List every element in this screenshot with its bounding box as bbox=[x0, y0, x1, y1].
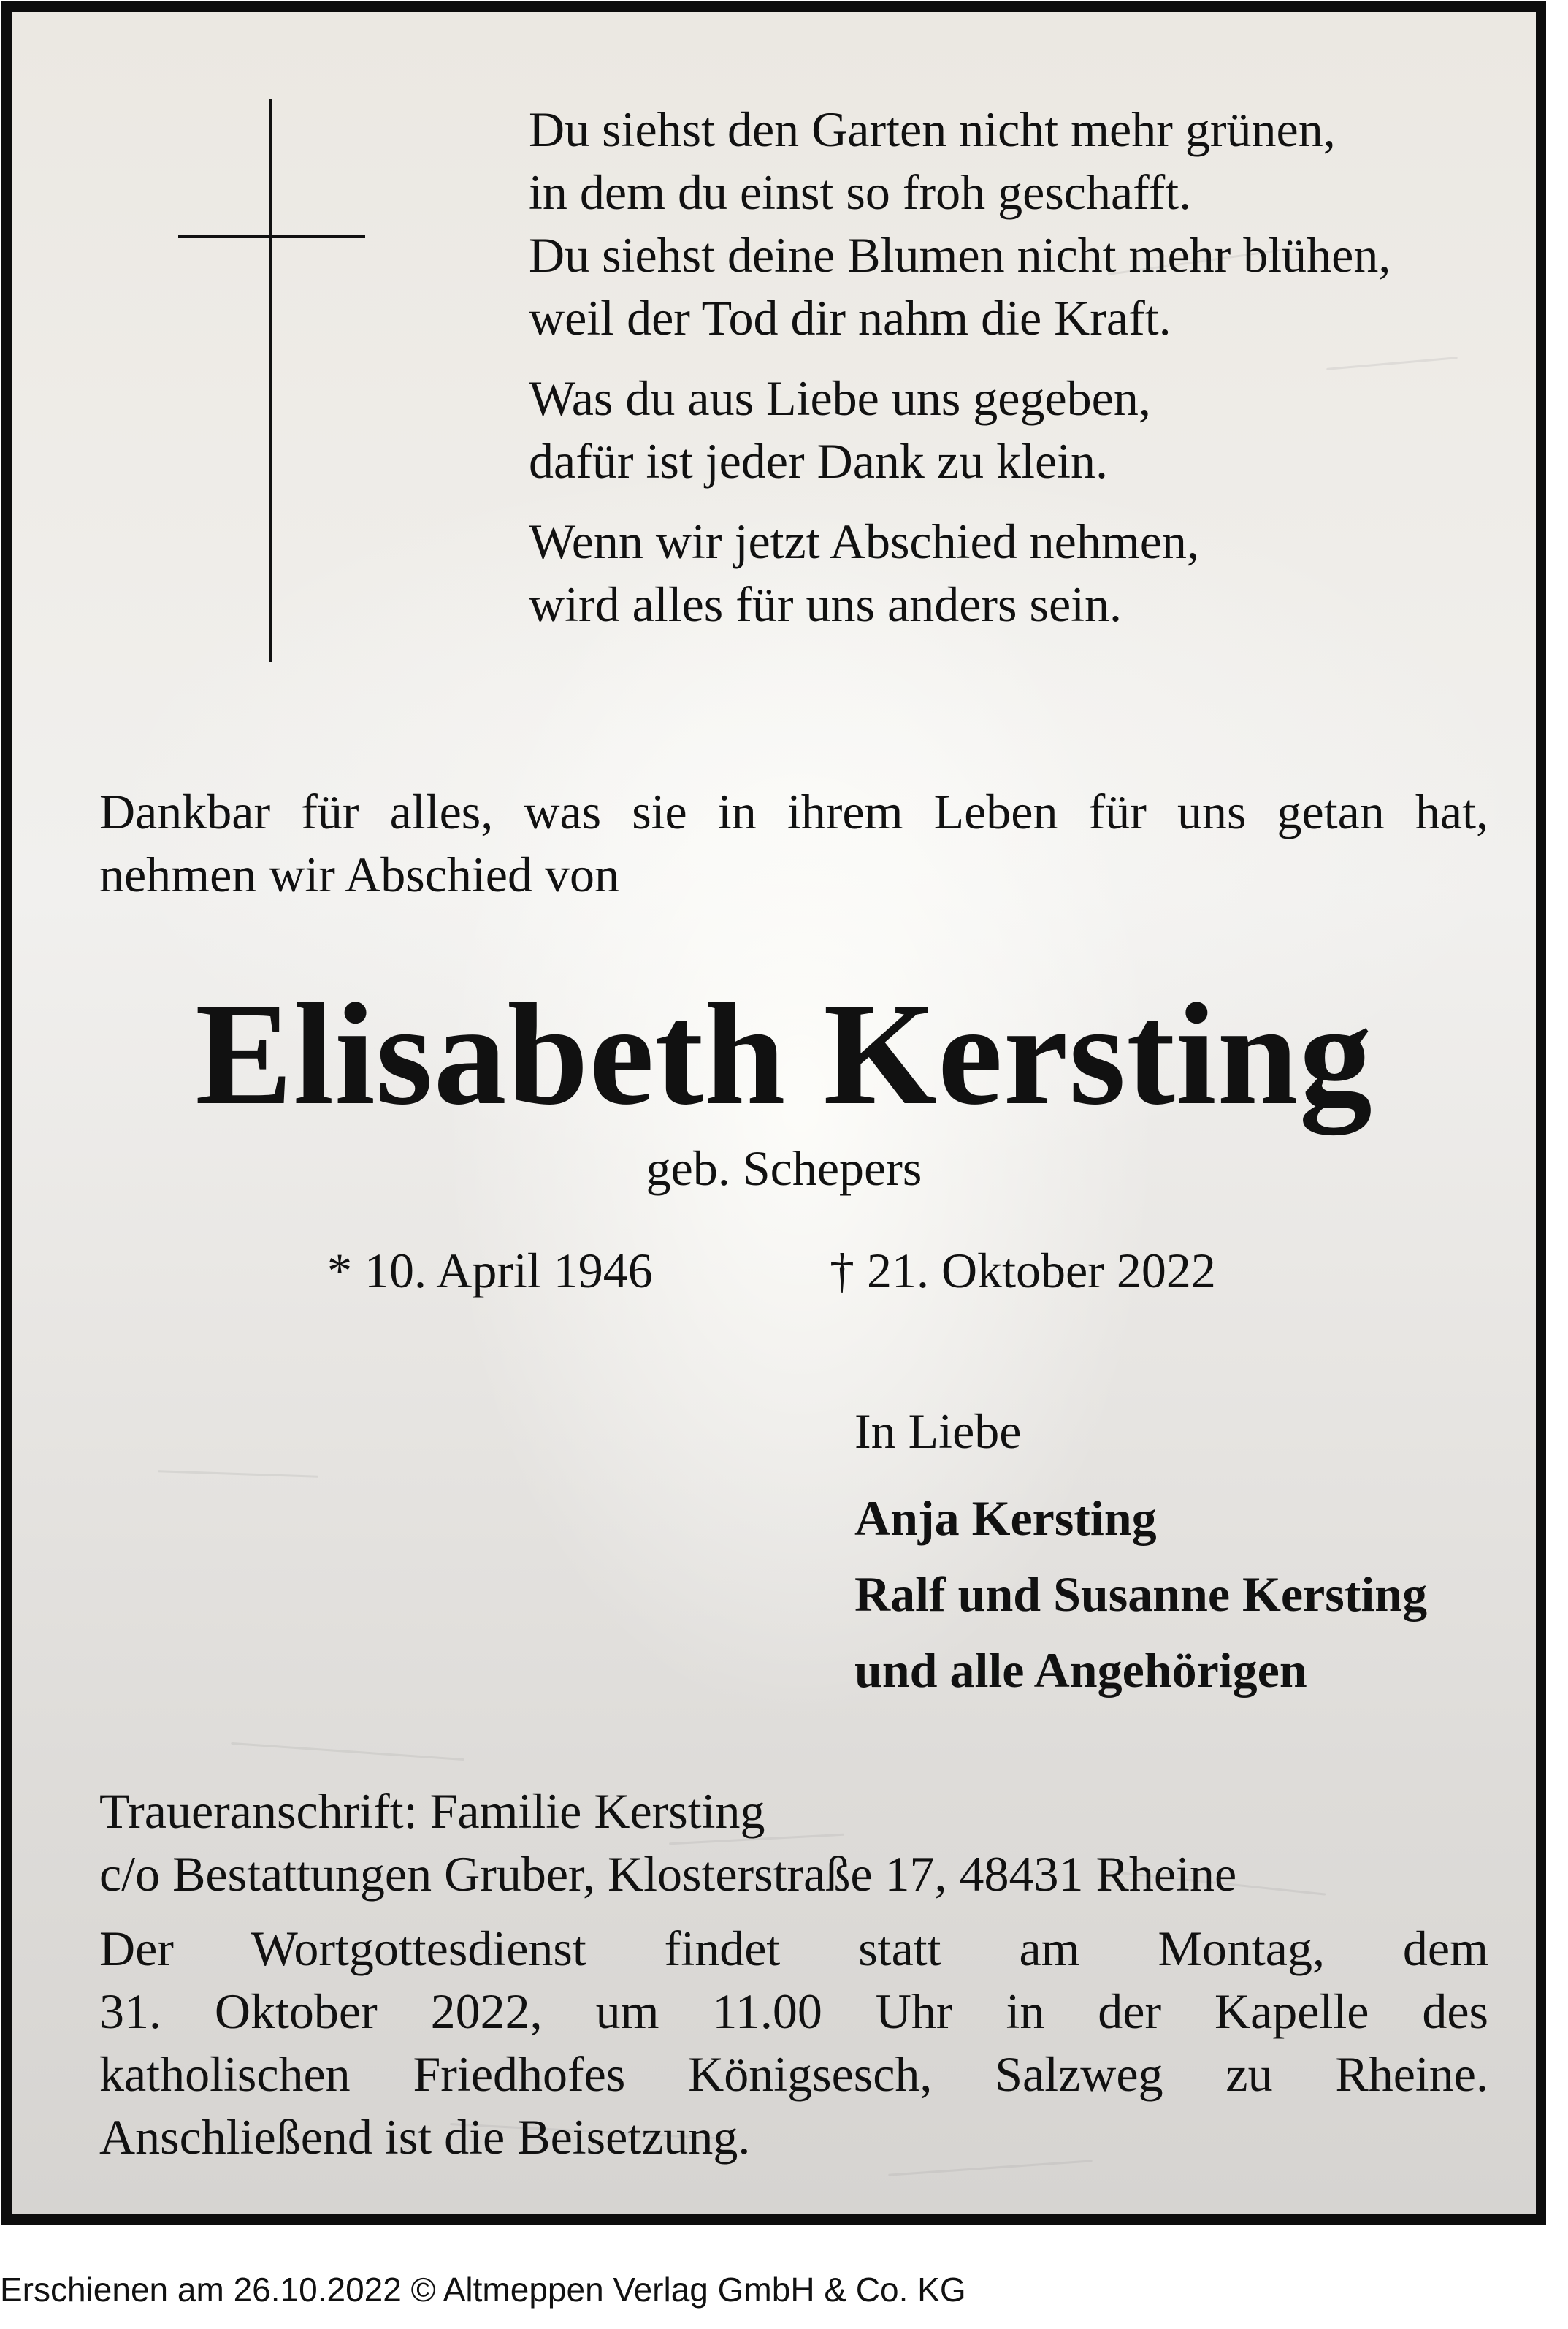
poem-line: dafür ist jeder Dank zu klein. bbox=[529, 433, 1109, 489]
poem-line: weil der Tod dir nahm die Kraft. bbox=[529, 290, 1171, 346]
family-member: Anja Kersting bbox=[854, 1490, 1157, 1546]
deceased-name: Elisabeth Kersting bbox=[195, 974, 1373, 1135]
service-info bbox=[99, 1917, 1488, 2168]
family-member: und alle Angehörigen bbox=[854, 1642, 1307, 1698]
poem-line: in dem du einst so froh geschafft. bbox=[529, 164, 1192, 220]
maiden-name: geb. Schepers bbox=[646, 1140, 922, 1196]
poem-stanza-2 bbox=[529, 367, 1507, 492]
poem-line: wird alles für uns anders sein. bbox=[529, 576, 1123, 632]
poem-line: Was du aus Liebe uns gegeben, bbox=[529, 370, 1151, 426]
family-signature bbox=[854, 1400, 1427, 1708]
poem-stanza-3 bbox=[529, 510, 1507, 636]
death-date: † 21. Oktober 2022 bbox=[830, 1243, 1216, 1298]
intro-text bbox=[99, 780, 1488, 906]
obituary-notice bbox=[1, 1, 1546, 2225]
address-line-1: Traueranschrift: Familie Kersting bbox=[99, 1783, 765, 1839]
texture-mark bbox=[158, 1470, 318, 1478]
publication-footer: Erschienen am 26.10.2022 © Altmeppen Verlag GmbH & Co. KG bbox=[0, 2271, 966, 2309]
mourning-address bbox=[99, 1780, 1236, 1905]
service-line-3: katholischen Friedhofes Königsesch, Salzweg zu Rheine. bbox=[99, 2046, 1488, 2102]
cross-horizontal-bar bbox=[178, 235, 365, 238]
service-line-2: 31. Oktober 2022, um 11.00 Uhr in der Kapelle des bbox=[99, 1983, 1488, 2039]
poem-line: Du siehst deine Blumen nicht mehr blühen, bbox=[529, 227, 1391, 283]
birth-date: * 10. April 1946 bbox=[327, 1243, 653, 1298]
intro-line-1: Dankbar für alles, was sie in ihrem Leben für uns getan hat, bbox=[99, 784, 1488, 839]
intro-line-2: nehmen wir Abschied von bbox=[99, 847, 619, 902]
poem-line: Du siehst den Garten nicht mehr grünen, bbox=[529, 102, 1336, 157]
texture-mark bbox=[231, 1742, 464, 1761]
family-intro: In Liebe bbox=[854, 1403, 1022, 1459]
service-line-1: Der Wortgottesdienst findet statt am Montag, dem bbox=[99, 1921, 1488, 1976]
family-member: Ralf und Susanne Kersting bbox=[854, 1566, 1428, 1622]
service-line-4: Anschließend ist die Beisetzung. bbox=[99, 2109, 751, 2165]
poem bbox=[529, 98, 1507, 653]
address-line-2: c/o Bestattungen Gruber, Klosterstraße 17, 48431 Rheine bbox=[99, 1846, 1237, 1902]
poem-stanza-1 bbox=[529, 98, 1507, 349]
cross-vertical-bar bbox=[269, 99, 272, 662]
poem-line: Wenn wir jetzt Abschied nehmen, bbox=[529, 514, 1199, 569]
